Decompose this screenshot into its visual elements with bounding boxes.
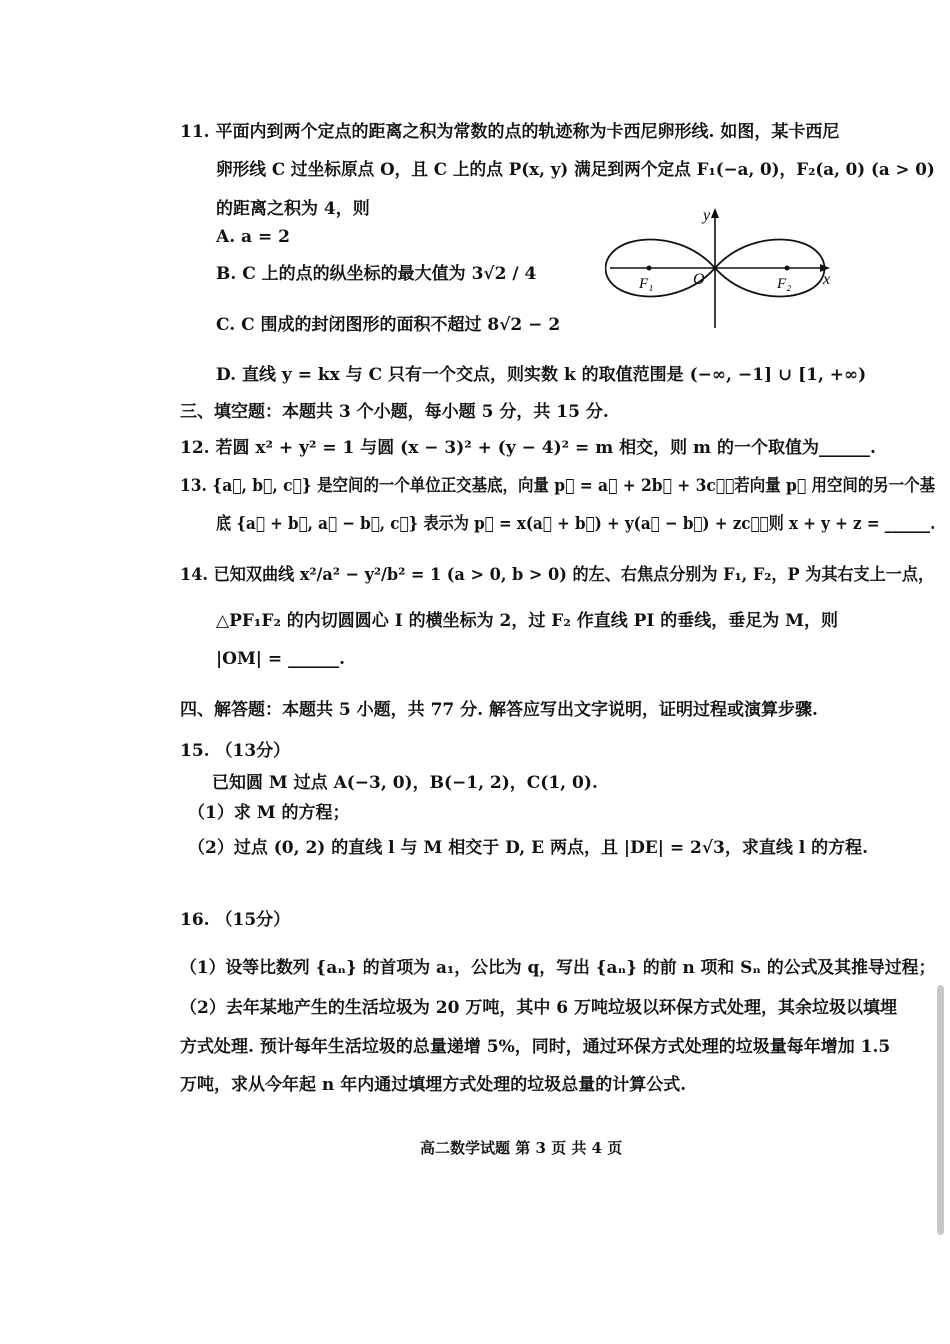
q16-part2-line2: 方式处理. 预计每年生活垃圾的总量递增 5%，同时，通过环保方式处理的垃圾量每年增加 1.5 bbox=[180, 1037, 891, 1057]
q13-line2: 底 {a⃗ + b⃗, a⃗ − b⃗, c⃗} 表示为 p⃗ = x(a⃗ + b⃗) + y(a⃗ − b⃗) + zc⃗，则 x + y + z = ______. bbox=[216, 514, 936, 534]
q11-stem-line2: 卵形线 C 过坐标原点 O，且 C 上的点 P(x, y) 满足到两个定点 F₁(−a, 0)，F₂(a, 0) (a > 0) bbox=[216, 160, 935, 180]
f1-label: F₁ bbox=[639, 276, 654, 292]
q14-number: 14. bbox=[180, 565, 209, 585]
q13-number: 13. bbox=[180, 476, 207, 496]
q14-line3: |OM| = ______. bbox=[216, 649, 345, 669]
q15-given: 已知圆 M 过点 A(−3, 0)，B(−1, 2)，C(1, 0). bbox=[212, 773, 598, 793]
vertical-scrollbar[interactable] bbox=[937, 985, 944, 1235]
focus-f2-point bbox=[785, 266, 790, 271]
q16-part1: （1）设等比数列 {aₙ} 的首项为 a₁，公比为 q，写出 {aₙ} 的前 n 项和 Sₙ 的公式及其推导过程； bbox=[180, 958, 936, 978]
q11-stem-line1: 11. 平面内到两个定点的距离之积为常数的点的轨迹称为卡西尼卵形线. 如图，某卡西尼 bbox=[180, 122, 840, 142]
section3-heading: 三、填空题：本题共 3 个小题，每小题 5 分，共 15 分. bbox=[180, 402, 609, 422]
q13-line1: 13. {a⃗, b⃗, c⃗} 是空间的一个单位正交基底，向量 p⃗ = a⃗ + 2b⃗ + 3c⃗，若向量 p⃗ 用空间的另一个基 bbox=[180, 476, 936, 496]
q11-stem-line3: 的距离之积为 4，则 bbox=[216, 199, 370, 219]
f2-label: F₂ bbox=[777, 276, 792, 292]
x-axis-label: x bbox=[823, 271, 831, 288]
q14-line1: 14. 已知双曲线 x²/a² − y²/b² = 1 (a > 0, b > 0) 的左、右焦点分别为 F₁, F₂，P 为其右支上一点， bbox=[180, 565, 935, 585]
q11-option-a: A. a = 2 bbox=[216, 227, 290, 247]
q16-part2-line3: 万吨，求从今年起 n 年内通过填埋方式处理的垃圾总量的计算公式. bbox=[180, 1075, 687, 1095]
q12: 12. 若圆 x² + y² = 1 与圆 (x − 3)² + (y − 4)² = m 相交，则 m 的一个取值为______. bbox=[180, 438, 876, 458]
q16-header: 16. （15分） bbox=[180, 910, 291, 930]
q14-line2: △PF₁F₂ 的内切圆圆心 I 的横坐标为 2，过 F₂ 作直线 PI 的垂线，垂足为 M，则 bbox=[216, 611, 839, 631]
q15-part2: （2）过点 (0, 2) 的直线 l 与 M 相交于 D, E 两点，且 |DE| = 2√3，求直线 l 的方程. bbox=[188, 838, 869, 858]
q15-header: 15. （13分） bbox=[180, 741, 291, 761]
y-axis-arrow bbox=[711, 208, 719, 218]
origin-label: O bbox=[693, 271, 705, 288]
focus-f1-point bbox=[647, 266, 652, 271]
q11-option-c: C. C 围成的封闭图形的面积不超过 8√2 − 2 bbox=[216, 315, 561, 335]
cassini-oval-figure bbox=[605, 200, 840, 335]
y-axis-label: y bbox=[703, 207, 711, 224]
q15-part1: （1）求 M 的方程； bbox=[188, 803, 350, 823]
q11-option-d: D. 直线 y = kx 与 C 只有一个交点，则实数 k 的取值范围是 (−∞, −1] ∪ [1, +∞) bbox=[216, 365, 867, 385]
q11-option-b: B. C 上的点的纵坐标的最大值为 3√2 / 4 bbox=[216, 264, 537, 284]
section4-heading: 四、解答题：本题共 5 小题，共 77 分. 解答应写出文字说明，证明过程或演算步骤. bbox=[180, 700, 818, 720]
page-footer: 高二数学试题 第 3 页 共 4 页 bbox=[420, 1139, 623, 1157]
q12-number: 12. bbox=[180, 438, 210, 458]
q11-number: 11. bbox=[180, 122, 210, 142]
q16-part2-line1: （2）去年某地产生的生活垃圾为 20 万吨，其中 6 万吨垃圾以环保方式处理，其余垃圾以填埋 bbox=[180, 998, 897, 1018]
